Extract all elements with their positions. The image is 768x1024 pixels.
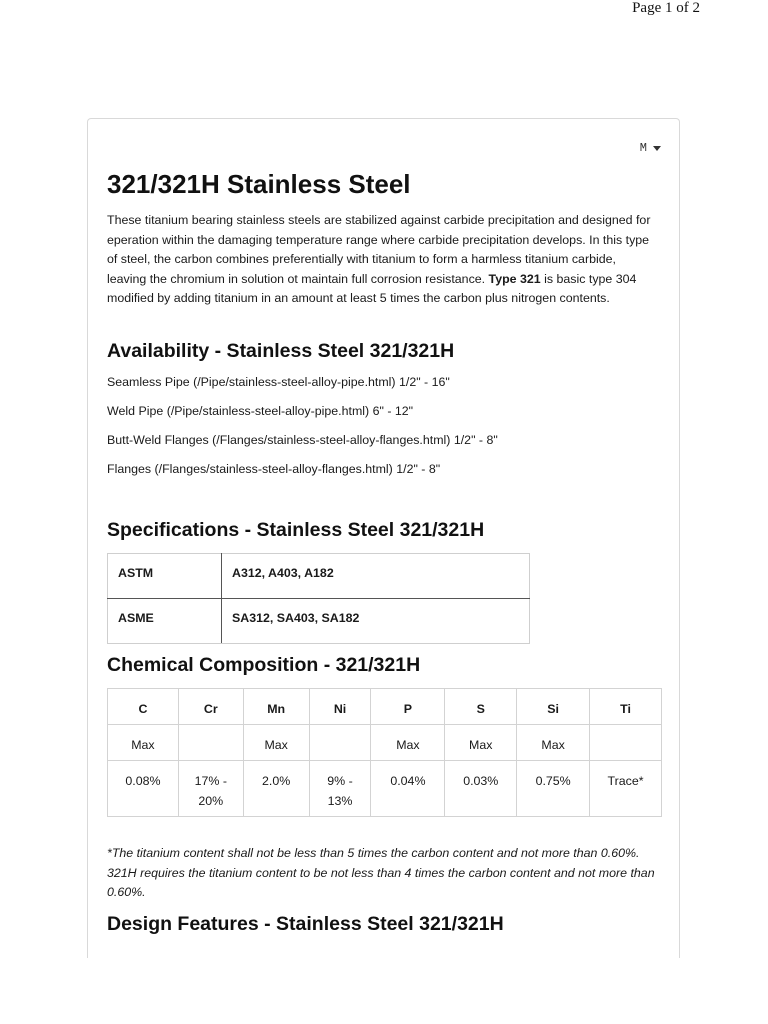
column-header: Ti: [590, 689, 662, 725]
chemical-composition-table: [107, 688, 662, 817]
table-row: [108, 761, 662, 817]
spec-value: A312, A403, A182: [222, 554, 530, 599]
table-row: [108, 599, 530, 644]
availability-heading: Availability - Stainless Steel 321/321H: [107, 340, 455, 362]
column-header: Cr: [178, 689, 243, 725]
table-header-row: [108, 689, 662, 725]
intro-bold-type: Type 321: [488, 271, 541, 286]
column-header: P: [371, 689, 445, 725]
titanium-footnote: *The titanium content shall not be less than 5 times the carbon content and not more than 0.60%. 321H requires the titanium content to be not less than 4 times the carbon content and not more than 0.60%.: [107, 846, 655, 899]
table-cell: 0.03%: [445, 761, 517, 817]
table-cell: 2.0%: [243, 761, 309, 817]
table-row: [108, 554, 530, 599]
menu-toggle-label: M: [639, 141, 647, 155]
intro-text-1: These titanium bearing stainless steels are stabilized against carbide precipitation and designed for eperation within the damaging temperature range where carbide precipitation develops. In this type of steel, the carbon combines preferentially with titanium to form a harmless titanium carbide, leaving the chromium in solution ot maintain full corrosion resistance.: [107, 213, 651, 286]
intro-paragraph: [107, 211, 653, 309]
table-cell: [178, 725, 243, 761]
table-cell: Max: [517, 725, 590, 761]
table-cell: 17% - 20%: [178, 761, 243, 817]
specifications-heading: Specifications - Stainless Steel 321/321H: [107, 519, 485, 541]
menu-toggle-button[interactable]: [640, 141, 661, 155]
availability-item: Butt-Weld Flanges (/Flanges/stainless-steel-alloy-flanges.html) 1/2" - 8": [107, 433, 498, 447]
table-cell: Max: [108, 725, 179, 761]
content-card: [87, 118, 680, 958]
table-cell: Trace*: [590, 761, 662, 817]
table-cell: [309, 725, 371, 761]
column-header: S: [445, 689, 517, 725]
availability-item: Seamless Pipe (/Pipe/stainless-steel-alloy-pipe.html) 1/2" - 16": [107, 375, 450, 389]
chemical-heading: Chemical Composition - 321/321H: [107, 654, 421, 676]
specifications-table: [107, 553, 530, 644]
table-cell: [590, 725, 662, 761]
table-cell: 0.75%: [517, 761, 590, 817]
availability-item: Weld Pipe (/Pipe/stainless-steel-alloy-pipe.html) 6" - 12": [107, 404, 414, 418]
table-cell: Max: [371, 725, 445, 761]
table-row: [108, 725, 662, 761]
spec-key: ASME: [108, 599, 222, 644]
table-cell: Max: [445, 725, 517, 761]
page-title: 321/321H Stainless Steel: [107, 169, 411, 199]
column-header: Mn: [243, 689, 309, 725]
spec-value: SA312, SA403, SA182: [222, 599, 530, 644]
spec-key: ASTM: [108, 554, 222, 599]
table-cell: 0.04%: [371, 761, 445, 817]
table-cell: 0.08%: [108, 761, 179, 817]
availability-item: Flanges (/Flanges/stainless-steel-alloy-flanges.html) 1/2" - 8": [107, 462, 441, 476]
table-cell: Max: [243, 725, 309, 761]
design-features-heading: Design Features - Stainless Steel 321/321H: [107, 913, 504, 935]
page-indicator: Page 1 of 2: [632, 0, 700, 16]
caret-down-icon: [653, 146, 661, 151]
column-header: Ni: [309, 689, 371, 725]
intro-text-2: is basic type 304 modified by adding titanium in an amount at least 5 times the carbon plus nitrogen contents.: [107, 271, 637, 305]
table-cell: 9% - 13%: [309, 761, 371, 817]
column-header: C: [108, 689, 179, 725]
column-header: Si: [517, 689, 590, 725]
